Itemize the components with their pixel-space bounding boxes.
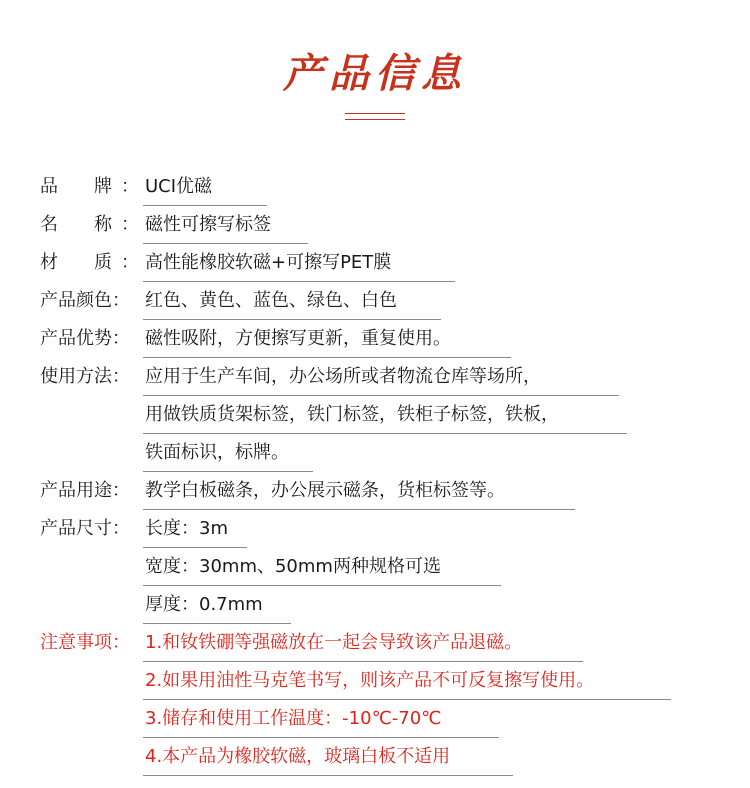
note-line: 1.和钕铁硼等强磁放在一起会导致该产品退磁。	[145, 632, 523, 653]
row-label: 产品尺寸：	[40, 518, 130, 539]
name-value: 磁性可擦写标签	[145, 214, 271, 235]
label-char-2: 牌	[94, 176, 112, 197]
label-colon: ：	[121, 252, 139, 273]
label-char-2: 质	[94, 252, 112, 273]
label-char-1: 材	[40, 252, 58, 273]
label-char-1: 名	[40, 214, 58, 235]
underline	[143, 775, 513, 776]
colors-value: 红色、黄色、蓝色、绿色、白色	[145, 290, 397, 311]
row-label: 注意事项：	[40, 632, 130, 653]
label-char-2: 称	[94, 214, 112, 235]
size-line: 宽度：30mm、50mm两种规格可选	[145, 556, 441, 577]
title-divider-top	[345, 113, 405, 114]
usage-line: 应用于生产车间，办公场所或者物流仓库等场所，	[145, 366, 541, 387]
size-line: 厚度：0.7mm	[145, 594, 263, 615]
row-label: 产品用途：	[40, 480, 130, 501]
row-label: 产品颜色：	[40, 290, 130, 311]
label-colon: ：	[121, 214, 139, 235]
brand-value: UCI优磁	[145, 176, 213, 197]
usage-line: 铁面标识，标牌。	[145, 442, 289, 463]
row-label: 产品优势：	[40, 328, 130, 349]
label-colon: ：	[121, 176, 139, 197]
note-line: 2.如果用油性马克笔书写，则该产品不可反复擦写使用。	[145, 670, 595, 691]
advantages-value: 磁性吸附，方便擦写更新，重复使用。	[145, 328, 451, 349]
applications-value: 教学白板磁条，办公展示磁条，货柜标签等。	[145, 480, 505, 501]
size-line: 长度：3m	[145, 518, 228, 539]
label-char-1: 品	[40, 176, 58, 197]
note-line: 4.本产品为橡胶软磁，玻璃白板不适用	[145, 746, 451, 767]
note-line: 3.储存和使用工作温度：-10℃-70℃	[145, 708, 442, 729]
row-label: 使用方法：	[40, 366, 130, 387]
page-title: 产品信息	[283, 50, 467, 97]
usage-line: 用做铁质货架标签，铁门标签，铁柜子标签，铁板，	[145, 404, 559, 425]
material-value: 高性能橡胶软磁+可擦写PET膜	[145, 252, 392, 273]
title-divider-bottom	[345, 119, 405, 120]
